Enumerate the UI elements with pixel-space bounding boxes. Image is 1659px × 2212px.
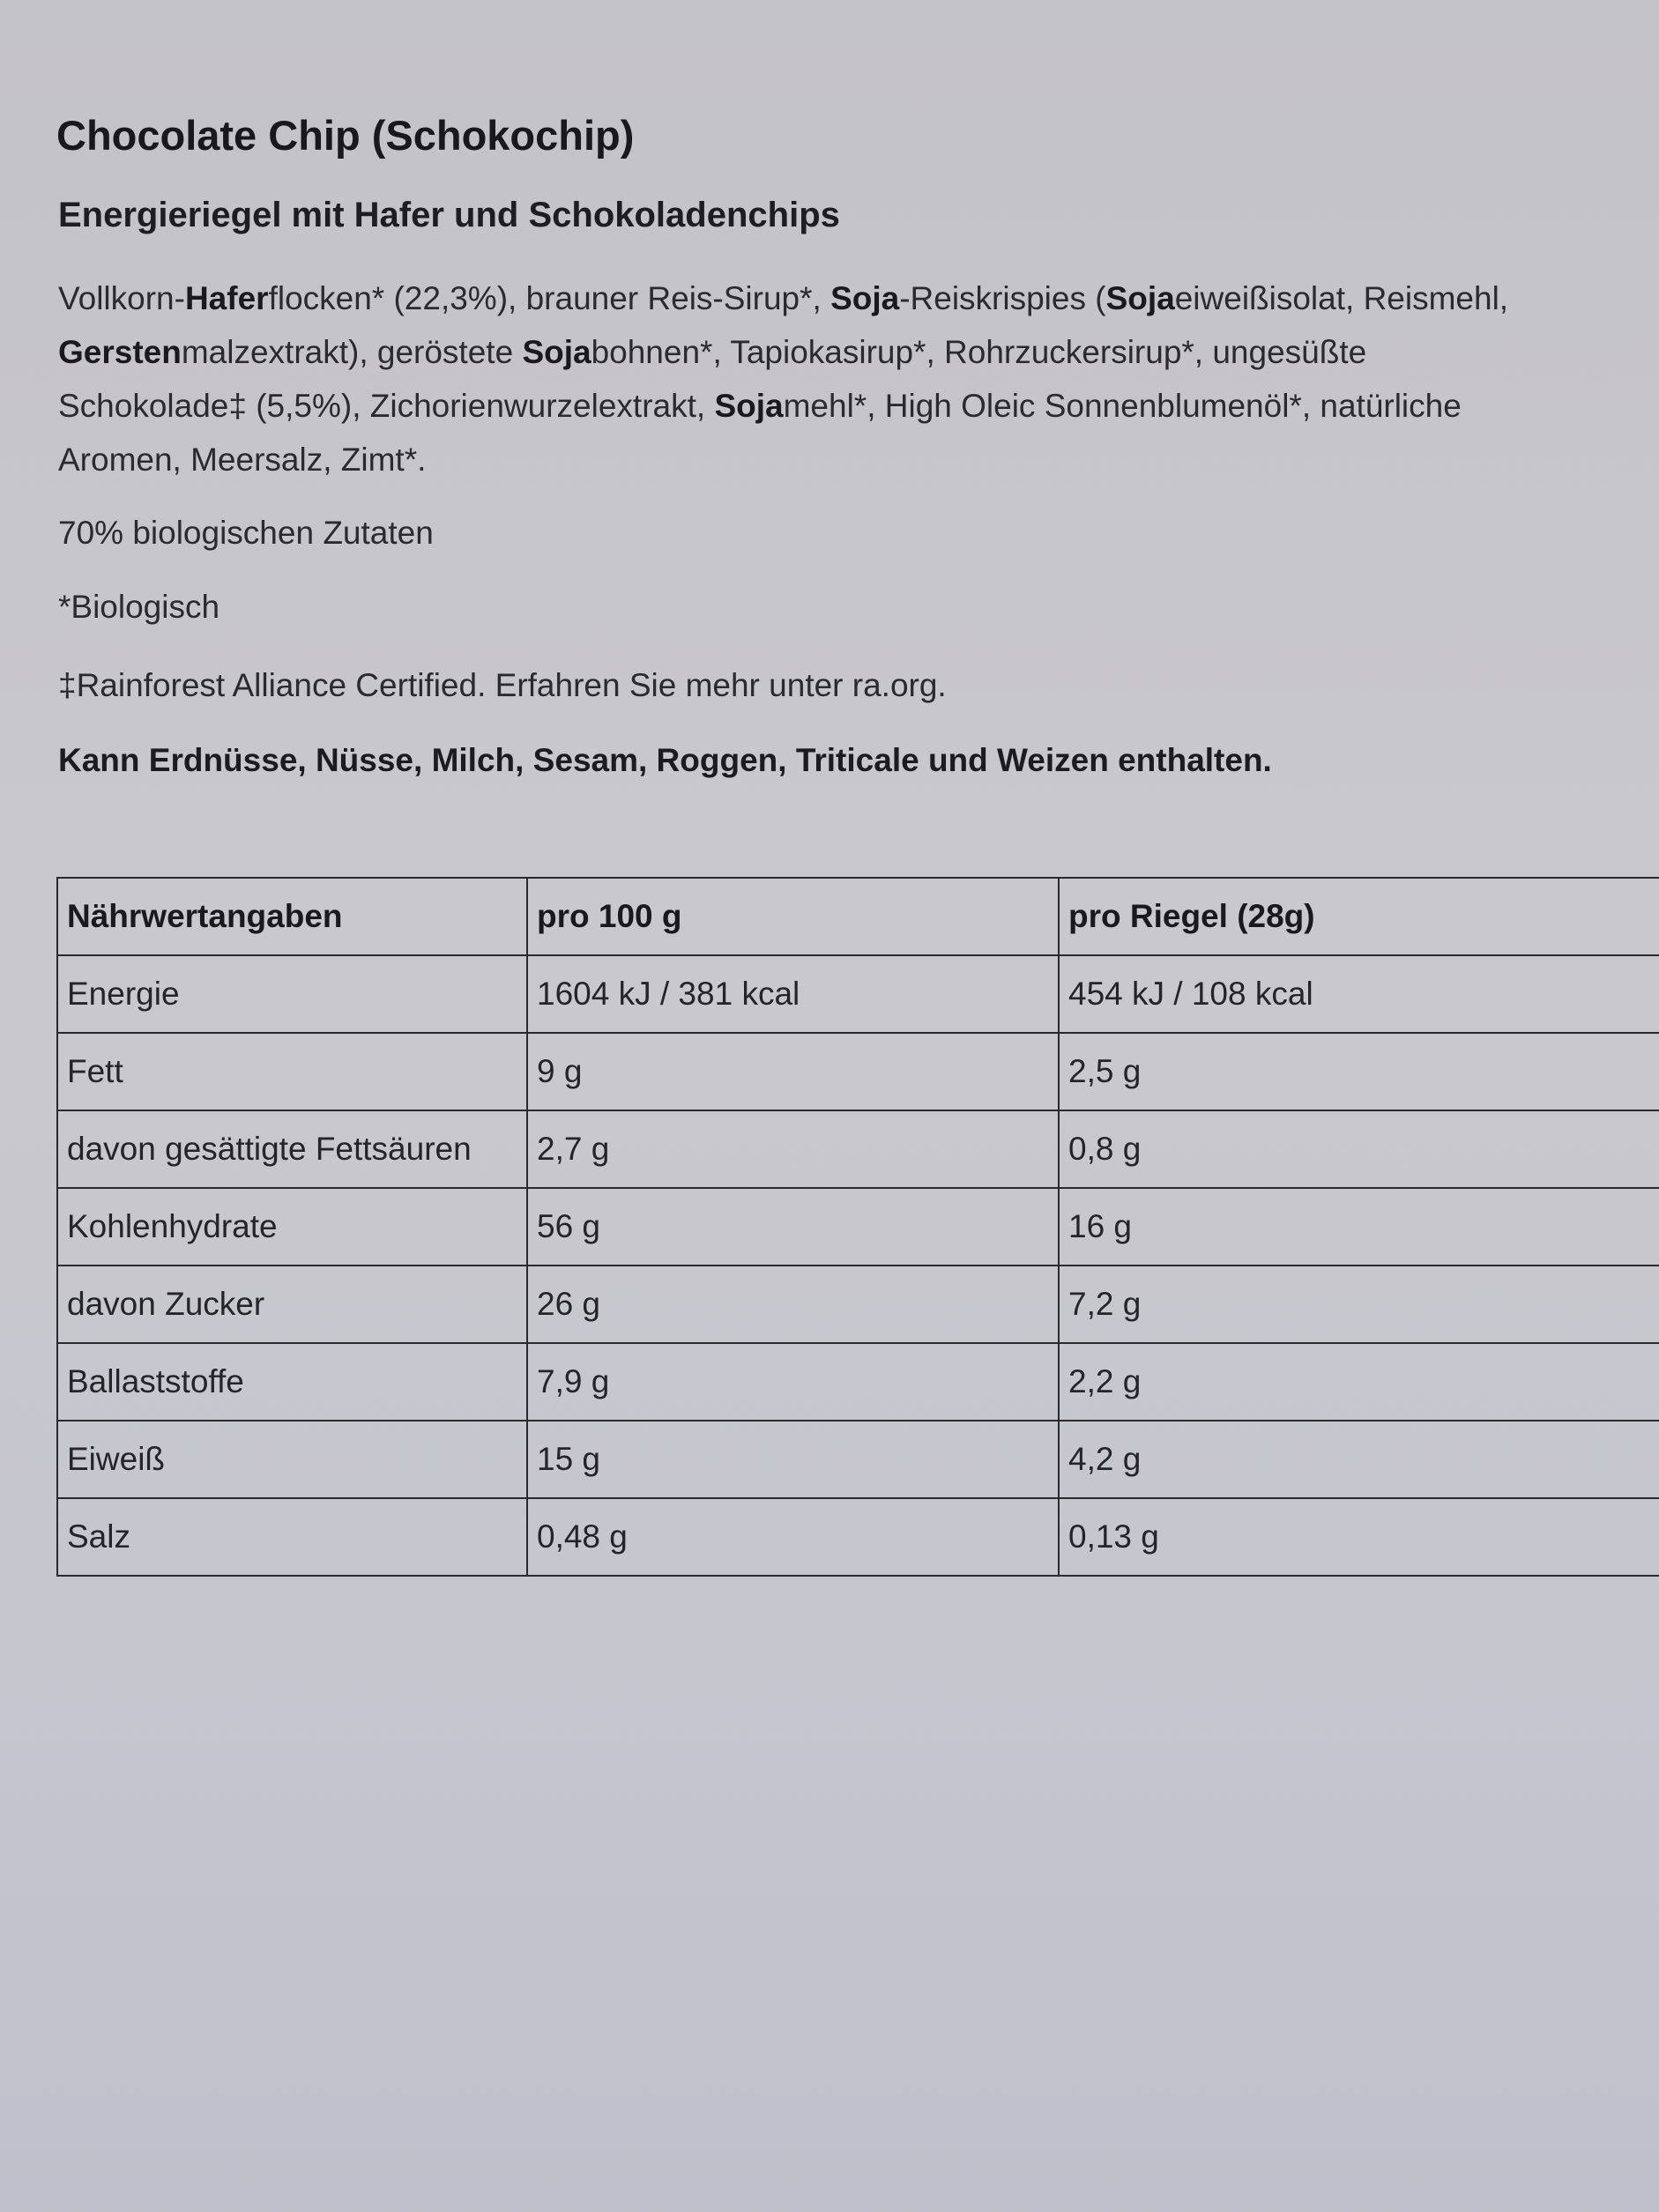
value-per-bar: 16 g <box>1059 1188 1659 1266</box>
ingredients-list <box>58 271 1645 486</box>
ingredients-line-3 <box>58 379 1645 433</box>
ingredients-line-1 <box>58 271 1645 325</box>
header-per-bar: pro Riegel (28g) <box>1059 878 1659 955</box>
ingredient-text: Vollkorn- <box>58 280 185 316</box>
ingredient-text: -Reiskrispies ( <box>899 280 1106 316</box>
ingredient-text: mehl*, High Oleic Sonnenblumenöl*, natürliche <box>783 388 1462 424</box>
ingredients-line-2 <box>58 325 1645 379</box>
value-per-bar: 0,13 g <box>1059 1498 1659 1576</box>
table-row <box>57 1498 1659 1576</box>
nutrient-label: Fett <box>57 1033 527 1110</box>
product-title: Chocolate Chip (Schokochip) <box>56 112 635 159</box>
organic-footnote: *Biologisch <box>58 589 220 625</box>
header-per-100g: pro 100 g <box>527 878 1059 955</box>
value-per-100g: 56 g <box>527 1188 1059 1266</box>
value-per-100g: 15 g <box>527 1421 1059 1498</box>
table-row <box>57 1188 1659 1266</box>
ingredient-text: bohnen*, Tapiokasirup*, Rohrzuckersirup*, ungesüßte <box>591 334 1367 370</box>
table-row <box>57 1266 1659 1343</box>
allergen-highlight: Hafer <box>184 280 269 316</box>
value-per-bar: 2,2 g <box>1059 1343 1659 1421</box>
table-row <box>57 1343 1659 1421</box>
nutrition-table-header <box>57 878 1659 955</box>
allergen-highlight: Soja <box>522 334 591 370</box>
nutrient-label: Salz <box>57 1498 527 1576</box>
value-per-100g: 1604 kJ / 381 kcal <box>527 955 1059 1033</box>
ingredient-text: Aromen, Meersalz, Zimt*. <box>58 442 427 478</box>
value-per-100g: 26 g <box>527 1266 1059 1343</box>
value-per-bar: 4,2 g <box>1059 1421 1659 1498</box>
ingredients-line-4 <box>58 433 1645 486</box>
value-per-bar: 454 kJ / 108 kcal <box>1059 955 1659 1033</box>
table-row <box>57 1033 1659 1110</box>
allergen-warning: Kann Erdnüsse, Nüsse, Milch, Sesam, Roggen, Triticale und Weizen enthalten. <box>58 742 1272 778</box>
ingredient-text: eiweißisolat, Reismehl, <box>1174 280 1509 316</box>
allergen-highlight: Soja <box>1105 280 1175 316</box>
nutrient-label: davon Zucker <box>57 1266 527 1343</box>
organic-share-note: 70% biologischen Zutaten <box>58 515 434 551</box>
nutrient-label: davon gesättigte Fettsäuren <box>57 1110 527 1188</box>
table-row <box>57 1110 1659 1188</box>
allergen-highlight: Soja <box>830 280 900 316</box>
value-per-100g: 7,9 g <box>527 1343 1059 1421</box>
nutrient-label: Ballaststoffe <box>57 1343 527 1421</box>
value-per-bar: 7,2 g <box>1059 1266 1659 1343</box>
allergen-highlight: Gersten <box>58 334 182 370</box>
value-per-100g: 2,7 g <box>527 1110 1059 1188</box>
value-per-100g: 9 g <box>527 1033 1059 1110</box>
nutrient-label: Eiweiß <box>57 1421 527 1498</box>
value-per-bar: 0,8 g <box>1059 1110 1659 1188</box>
nutrient-label: Kohlenhydrate <box>57 1188 527 1266</box>
table-row <box>57 1421 1659 1498</box>
ingredient-text: malzextrakt), geröstete <box>181 334 523 370</box>
table-row <box>57 955 1659 1033</box>
value-per-100g: 0,48 g <box>527 1498 1059 1576</box>
nutrition-table <box>56 877 1659 1577</box>
value-per-bar: 2,5 g <box>1059 1033 1659 1110</box>
ingredient-text: Schokolade‡ (5,5%), Zichorienwurzelextrakt, <box>58 388 715 424</box>
ingredient-text: flocken* (22,3%), brauner Reis-Sirup*, <box>268 280 831 316</box>
allergen-highlight: Soja <box>714 388 784 424</box>
product-subtitle: Energieriegel mit Hafer und Schokoladenchips <box>58 196 840 234</box>
nutrient-label: Energie <box>57 955 527 1033</box>
header-nutrition-facts: Nährwertangaben <box>57 878 527 955</box>
rainforest-footnote: ‡Rainforest Alliance Certified. Erfahren Sie mehr unter ra.org. <box>58 667 947 703</box>
